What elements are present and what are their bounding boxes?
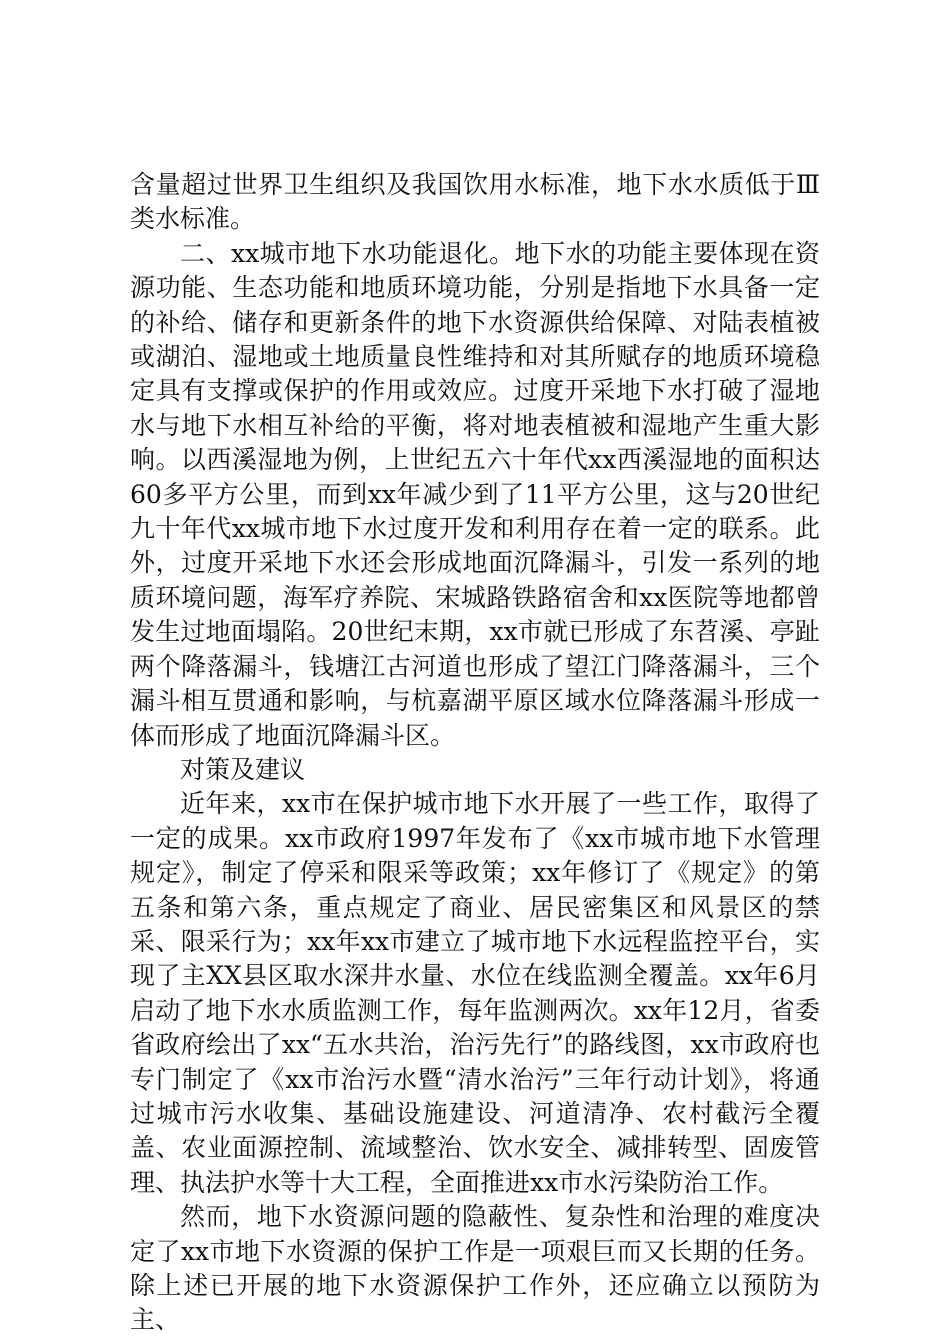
document-body [130,168,820,1338]
paragraph-challenges: 然而，地下水资源问题的隐蔽性、复杂性和治理的难度决定了xx市地下水资源的保护工作是一项艰巨而又长期的任务。除上述已开展的地下水资源保护工作外，还应确立以预防为主、 [130,1202,820,1335]
paragraph-recent-work: 近年来，xx市在保护城市地下水开展了一些工作，取得了一定的成果。xx市政府1997年发布了《xx市城市地下水管理规定》，制定了停采和限采等政策；xx年修订了《规定》的第五条和第六条，重点规定了商业、居民密集区和风景区的禁采、限采行为；xx年xx市建立了城市地下水远程监控平台，实现了主XX县区取水深井水量、水位在线监测全覆盖。xx年6月启动了地下水水质监测工作，每年监测两次。xx年12月，省委省政府绘出了xx“五水共治，治污先行”的路线图，xx市政府也专门制定了《xx市治污水暨“清水治污”三年行动计划》，将通过城市污水收集、基础设施建设、河道清净、农村截污全覆盖、农业面源控制、流域整治、饮水安全、减排转型、固废管理、执法护水等十大工程，全面推进xx市水污染防治工作。 [130,789,820,1197]
section-heading-countermeasures: 对策及建议 [180,754,306,784]
paragraph-groundwater-function: 二、xx城市地下水功能退化。地下水的功能主要体现在资源功能、生态功能和地质环境功能，分别是指地下水具备一定的补给、储存和更新条件的地下水资源供给保障、对陆表植被或湖泊、湿地或土地质量良性维持和对其所赋存的地质环境稳定具有支撑或保护的作用或效应。过度开采地下水打破了湿地水与地下水相互补给的平衡，将对地表植被和湿地产生重大影响。以西溪湿地为例，上世纪五六十年代xx西溪湿地的面积达60多平方公里，而到xx年减少到了11平方公里，这与20世纪九十年代xx城市地下水过度开发和利用存在着一定的联系。此外，过度开采地下水还会形成地面沉降漏斗，引发一系列的地质环境问题，海军疗养院、宋城路铁路宿舍和xx医院等地都曾发生过地面塌陷。20世纪末期，xx市就已形成了东苕溪、亭趾两个降落漏斗，钱塘江古河道也形成了望江门降落漏斗，三个漏斗相互贯通和影响，与杭嘉湖平原区域水位降落漏斗形成一体而形成了地面沉降漏斗区。 [130,238,820,750]
paragraph-continuation: 含量超过世界卫生组织及我国饮用水标准，地下水水质低于Ⅲ类水标准。 [130,170,820,234]
